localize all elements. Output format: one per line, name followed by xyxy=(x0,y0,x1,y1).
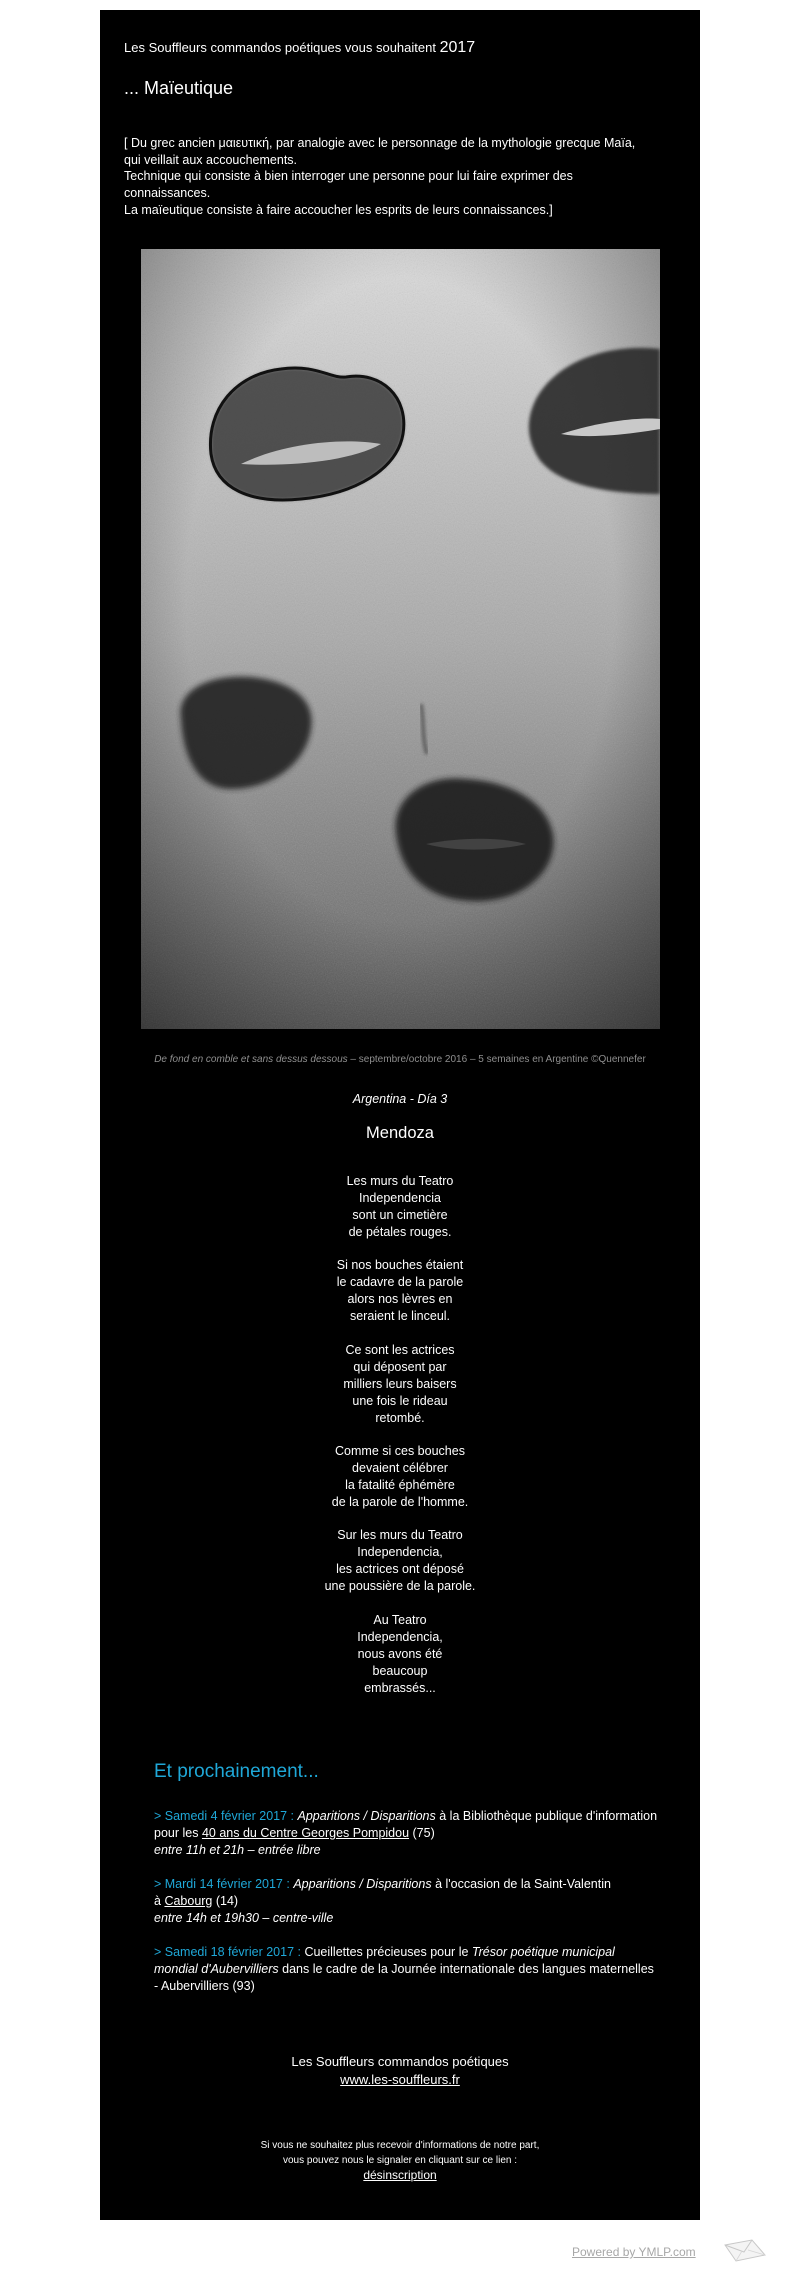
poem-line: devaient célébrer xyxy=(352,1461,448,1475)
upcoming-heading: Et prochainement... xyxy=(154,1761,319,1782)
poem-subtitle: Argentina - Día 3 xyxy=(352,1092,448,1106)
poem-line: une fois le rideau xyxy=(352,1394,448,1408)
definition-text: [ Du grec ancien xyxy=(124,136,219,150)
definition-line: connaissances. xyxy=(124,186,211,201)
unsubscribe-text: Si vous ne souhaitez plus recevoir d'informations de notre part, xyxy=(260,2140,540,2151)
event-item xyxy=(154,1944,684,1995)
event-text: à xyxy=(154,1894,165,1908)
event-title: Apparitions / Disparitions xyxy=(293,1877,432,1891)
poem-stanza xyxy=(100,1612,700,1697)
poem-line: Independencia, xyxy=(357,1545,443,1559)
poem-line: qui déposent par xyxy=(353,1360,447,1374)
event-text: à l'occasion de la Saint-Valentin xyxy=(431,1877,611,1891)
greeting xyxy=(124,39,475,57)
caption-title: De fond en comble et sans dessus dessous xyxy=(154,1054,348,1065)
poem-line: retombé. xyxy=(375,1411,425,1425)
cabourg-link[interactable]: Cabourg xyxy=(164,1894,213,1908)
event-date: > Mardi 14 février 2017 : xyxy=(154,1877,290,1891)
page-title: ... Maïeutique xyxy=(124,78,234,98)
greeting-text: Les Souffleurs commandos poétiques vous souhaitent xyxy=(124,40,436,55)
poem-line: Les murs du Teatro xyxy=(346,1174,454,1188)
poem-line: beaucoup xyxy=(372,1664,428,1678)
poem-line: Comme si ces bouches xyxy=(335,1444,465,1458)
caption-details: – septembre/octobre 2016 – 5 semaines en Argentine ©Quennefer xyxy=(347,1054,646,1065)
poem-stanza xyxy=(100,1257,700,1325)
poem-line: la fatalité éphémère xyxy=(345,1478,455,1492)
event-item xyxy=(154,1876,684,1927)
event-note: entre 11h et 21h – entrée libre xyxy=(154,1843,321,1857)
poem-line: une poussière de la parole. xyxy=(324,1579,476,1593)
poem-stanza xyxy=(100,1443,700,1511)
poem-line: alors nos lèvres en xyxy=(347,1292,453,1306)
event-title: Trésor poétique municipal xyxy=(471,1945,615,1959)
unsubscribe-link[interactable]: désinscription xyxy=(363,2168,437,2182)
definition-line: qui veillait aux accouchements. xyxy=(124,152,298,167)
poem-line: Au Teatro xyxy=(373,1613,427,1627)
event-text: (75) xyxy=(409,1826,435,1840)
poem-line: embrassés... xyxy=(364,1681,436,1695)
event-text: pour les xyxy=(154,1826,202,1840)
poem-stanza xyxy=(100,1527,700,1595)
kiss-marks-photo xyxy=(141,249,660,1029)
poem-line: seraient le linceul. xyxy=(349,1309,451,1323)
event-text: (14) xyxy=(212,1894,239,1908)
website-link[interactable]: www.les-souffleurs.fr xyxy=(340,2072,460,2087)
pompidou-link[interactable]: 40 ans du Centre Georges Pompidou xyxy=(201,1826,410,1840)
event-text: - Aubervilliers (93) xyxy=(154,1979,255,1993)
definition-greek-word: μαιευτική xyxy=(218,136,270,150)
event-text: Cueillettes précieuses pour le xyxy=(300,1945,472,1959)
poem-line: de pétales rouges. xyxy=(348,1225,452,1239)
unsubscribe-text: vous pouvez nous le signaler en cliquant sur ce lien : xyxy=(282,2155,518,2166)
event-item xyxy=(154,1808,684,1859)
poem-line: nous avons été xyxy=(357,1647,443,1661)
poem-line: les actrices ont déposé xyxy=(336,1562,464,1576)
poem-line: Independencia xyxy=(358,1191,442,1205)
poem-line: Sur les murs du Teatro xyxy=(337,1528,463,1542)
photo-caption xyxy=(100,1054,700,1065)
footer-organization: Les Souffleurs commandos poétiques xyxy=(291,2054,509,2069)
poem-line: Independencia, xyxy=(357,1630,443,1644)
definition-block xyxy=(124,135,684,219)
unsubscribe-block xyxy=(100,2138,700,2184)
definition-line: La maïeutique consiste à faire accoucher les esprits de leurs connaissances.] xyxy=(124,202,553,217)
event-text: dans le cadre de la Journée internationale des langues maternelles xyxy=(278,1962,654,1976)
event-date: > Samedi 18 février 2017 : xyxy=(154,1945,301,1959)
greeting-year: 2017 xyxy=(439,39,476,56)
event-note: entre 14h et 19h30 – centre-ville xyxy=(154,1911,334,1925)
powered-by-link[interactable]: Powered by YMLP.com xyxy=(572,2245,696,2259)
poem-title: Mendoza xyxy=(366,1124,434,1142)
poem-line: Ce sont les actrices xyxy=(345,1343,455,1357)
poem-stanza xyxy=(100,1342,700,1427)
event-title: Apparitions / Disparitions xyxy=(297,1809,436,1823)
poem-line: milliers leurs baisers xyxy=(343,1377,457,1391)
definition-line: Technique qui consiste à bien interroger une personne pour lui faire exprimer des xyxy=(124,169,573,184)
poem-line: le cadavre de la parole xyxy=(336,1275,464,1289)
poem-stanza xyxy=(100,1173,700,1241)
event-date: > Samedi 4 février 2017 : xyxy=(154,1809,295,1823)
ymlp-envelope-icon[interactable] xyxy=(722,2238,768,2264)
event-text: à la Bibliothèque publique d'information xyxy=(435,1809,658,1823)
poem-line: Si nos bouches étaient xyxy=(336,1258,464,1272)
poem-line: de la parole de l'homme. xyxy=(331,1495,469,1509)
definition-text: , par analogie avec le personnage de la mythologie grecque Maïa, xyxy=(269,136,636,150)
poem-line: sont un cimetière xyxy=(352,1208,448,1222)
event-title: mondial d'Aubervilliers xyxy=(154,1962,279,1976)
